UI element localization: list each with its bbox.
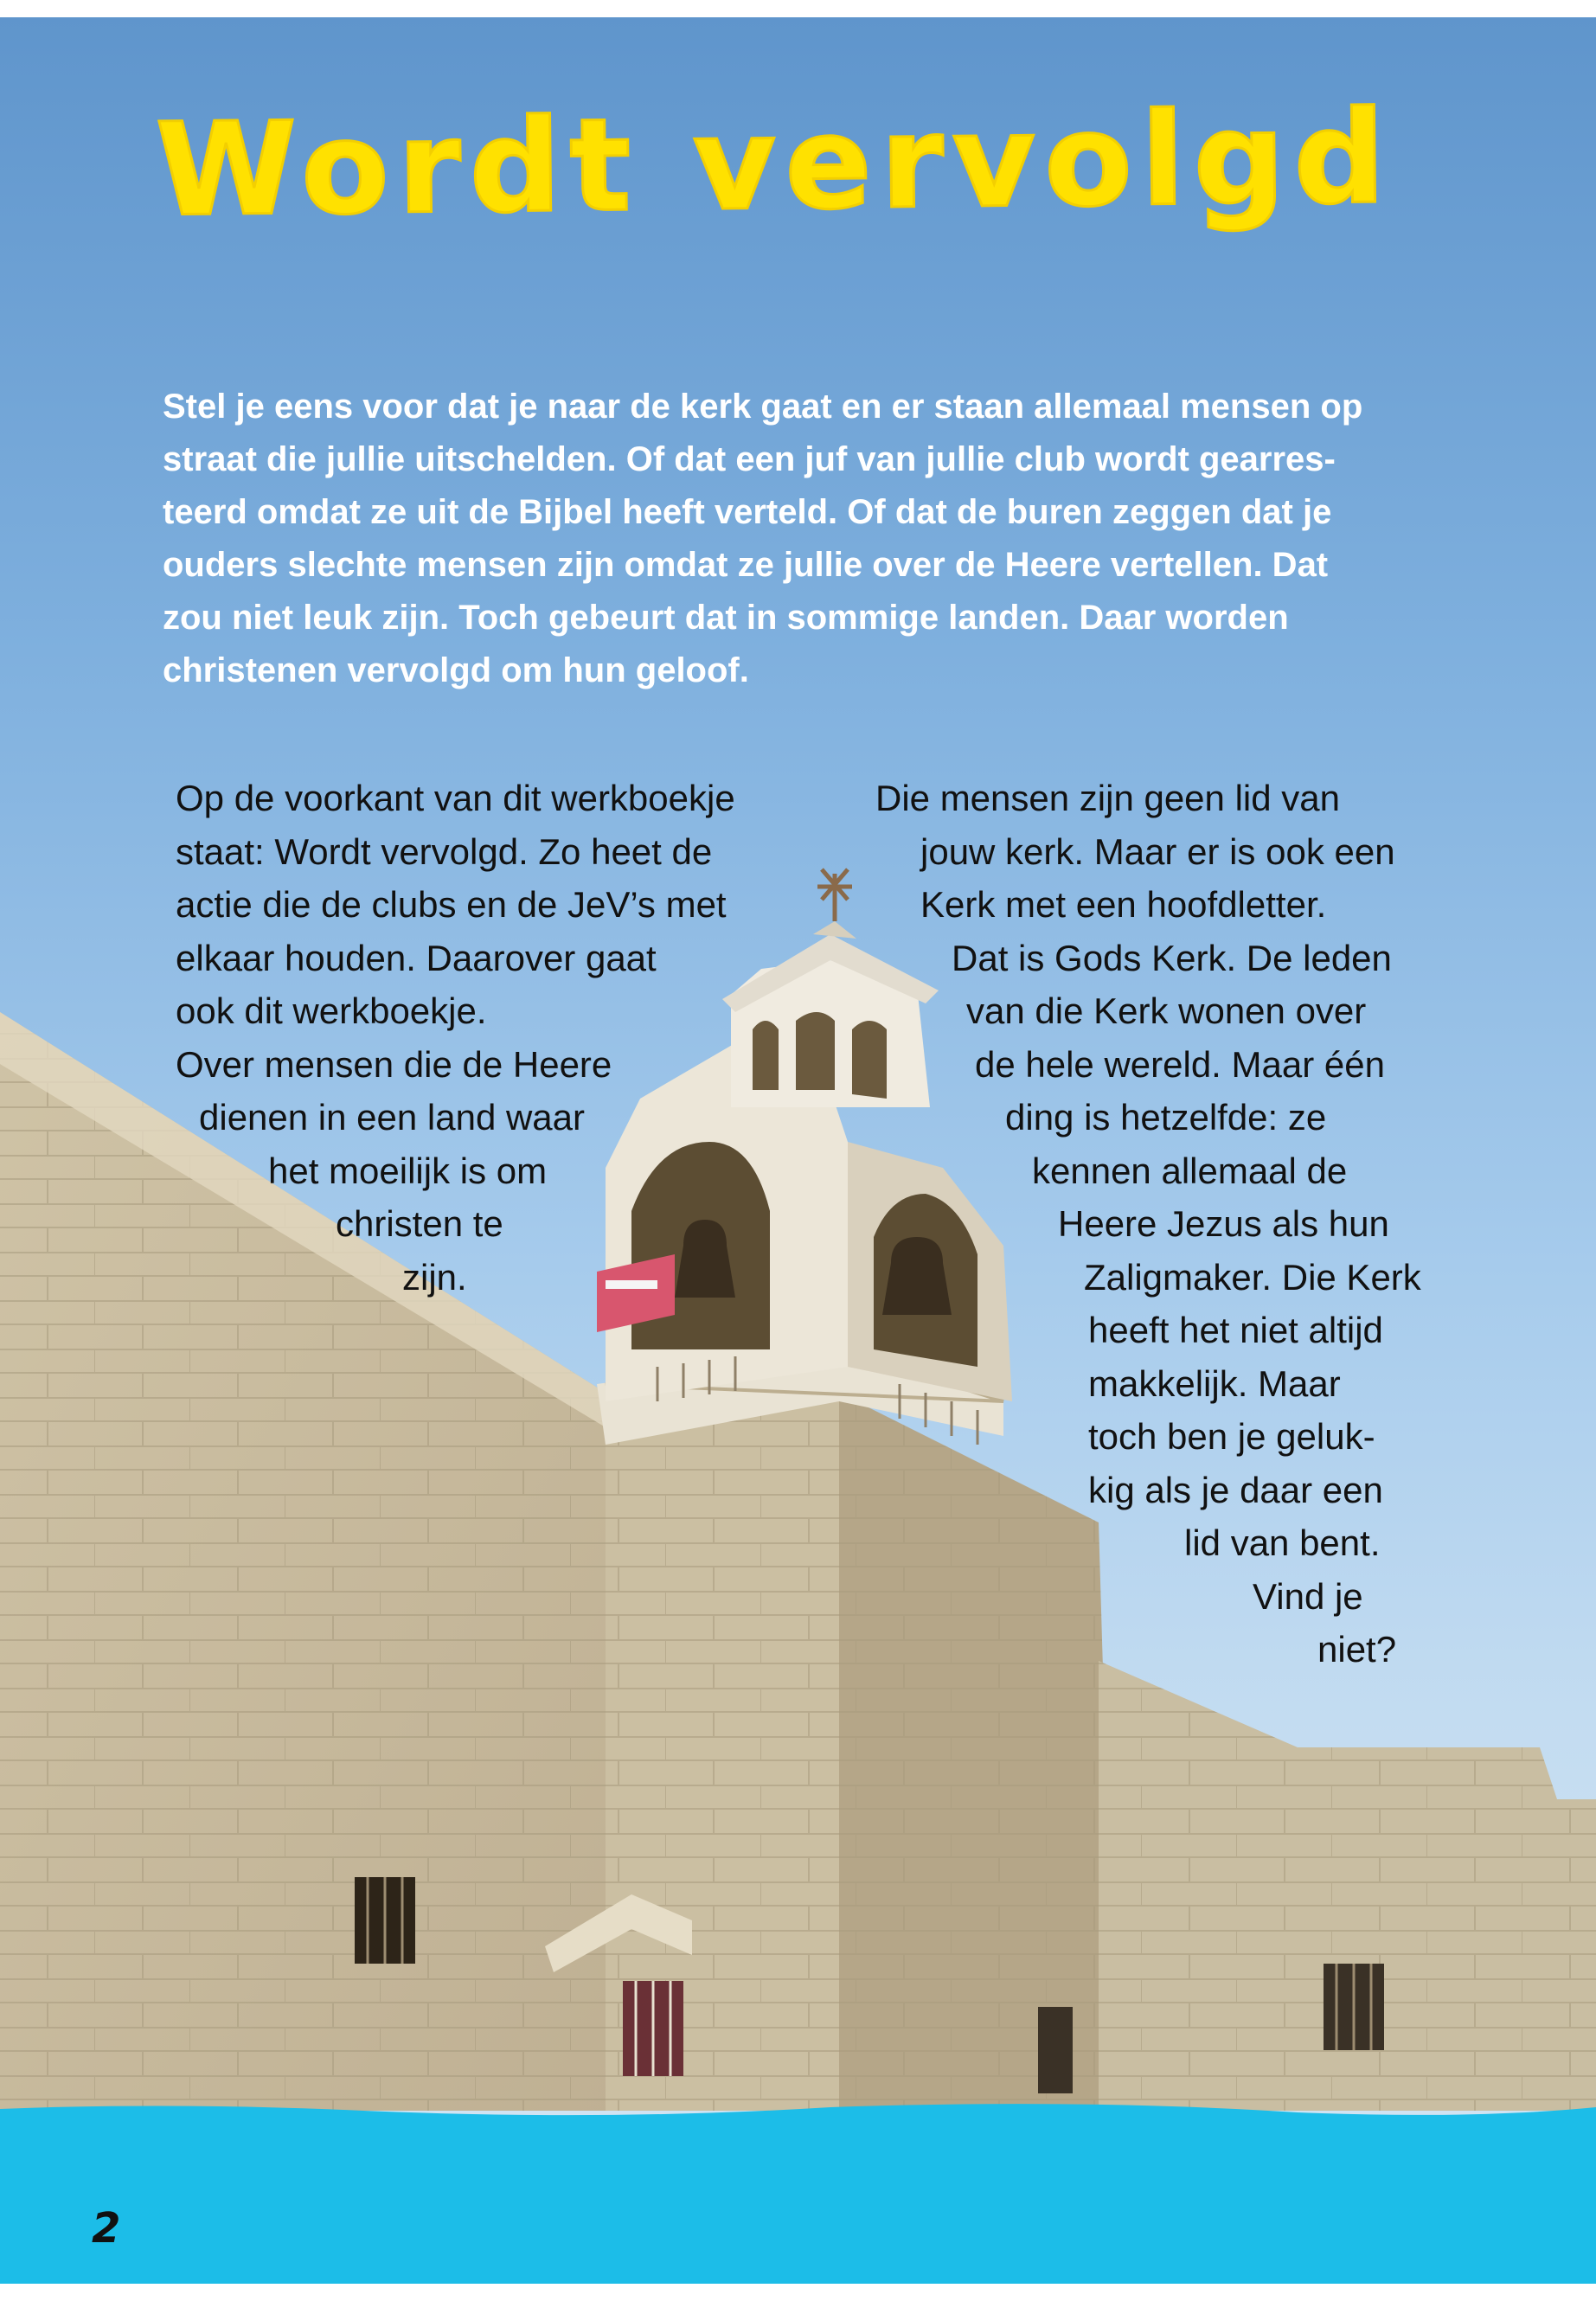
page-title: Wordt vervolgd: [155, 82, 1395, 245]
right-line: Kerk met een hoofdletter.: [920, 884, 1327, 925]
left-line: dienen in een land waar: [199, 1097, 586, 1138]
left-line: Over mensen die de Heere: [176, 1043, 612, 1085]
intro-line: straat die jullie uitschelden. Of dat een juf van jullie club wordt gearres-: [163, 440, 1336, 478]
right-line: Die mensen zijn geen lid van: [875, 778, 1340, 818]
right-line: Heere Jezus als hun: [1058, 1203, 1389, 1244]
right-line: Vind je: [1253, 1575, 1363, 1617]
intro-line: teerd omdat ze uit de Bijbel heeft verteld. Of dat de buren zeggen dat je: [163, 493, 1332, 531]
intro-line: zou niet leuk zijn. Toch gebeurt dat in sommige landen. Daar worden: [163, 599, 1289, 637]
left-line: Op de voorkant van dit werkboekje: [176, 778, 735, 818]
page-number: 2: [92, 2204, 121, 2253]
right-line: de hele wereld. Maar één: [975, 1043, 1385, 1085]
right-line: Zaligmaker. Die Kerk: [1084, 1256, 1421, 1298]
left-line: staat: Wordt vervolgd. Zo heet de: [176, 830, 713, 872]
page: [0, 17, 1596, 2284]
left-line: ook dit werkboekje.: [176, 990, 487, 1031]
right-line: niet?: [1317, 1629, 1397, 1670]
left-line: het moeilijk is om: [268, 1150, 548, 1191]
right-line: makkelijk. Maar: [1088, 1362, 1341, 1404]
intro-line: ouders slechte mensen zijn omdat ze jullie over de Heere vertellen. Dat: [163, 546, 1329, 584]
right-line: toch ben je geluk-: [1088, 1416, 1375, 1457]
left-line: elkaar houden. Daarover gaat: [176, 937, 657, 978]
left-line: zijn.: [402, 1256, 467, 1298]
right-line: heeft het niet altijd: [1088, 1310, 1383, 1350]
intro-line: Stel je eens voor dat je naar de kerk gaat en er staan allemaal mensen op: [163, 388, 1363, 426]
bottom-band: [0, 2102, 1596, 2284]
right-line: lid van bent.: [1184, 1522, 1381, 1563]
right-line: kennen allemaal de: [1032, 1150, 1348, 1191]
right-column-text: [0, 772, 1419, 1676]
right-line: jouw kerk. Maar er is ook een: [920, 830, 1395, 872]
right-line: van die Kerk wonen over: [966, 990, 1367, 1031]
right-line: ding is hetzelfde: ze: [1005, 1097, 1327, 1138]
left-line: christen te: [336, 1203, 503, 1244]
right-line: kig als je daar een: [1088, 1469, 1383, 1510]
intro-paragraph: [163, 381, 1452, 697]
intro-line: christenen vervolgd om hun geloof.: [163, 651, 749, 689]
left-line: actie die de clubs en de JeV’s met: [176, 884, 727, 925]
right-line: Dat is Gods Kerk. De leden: [952, 937, 1392, 978]
